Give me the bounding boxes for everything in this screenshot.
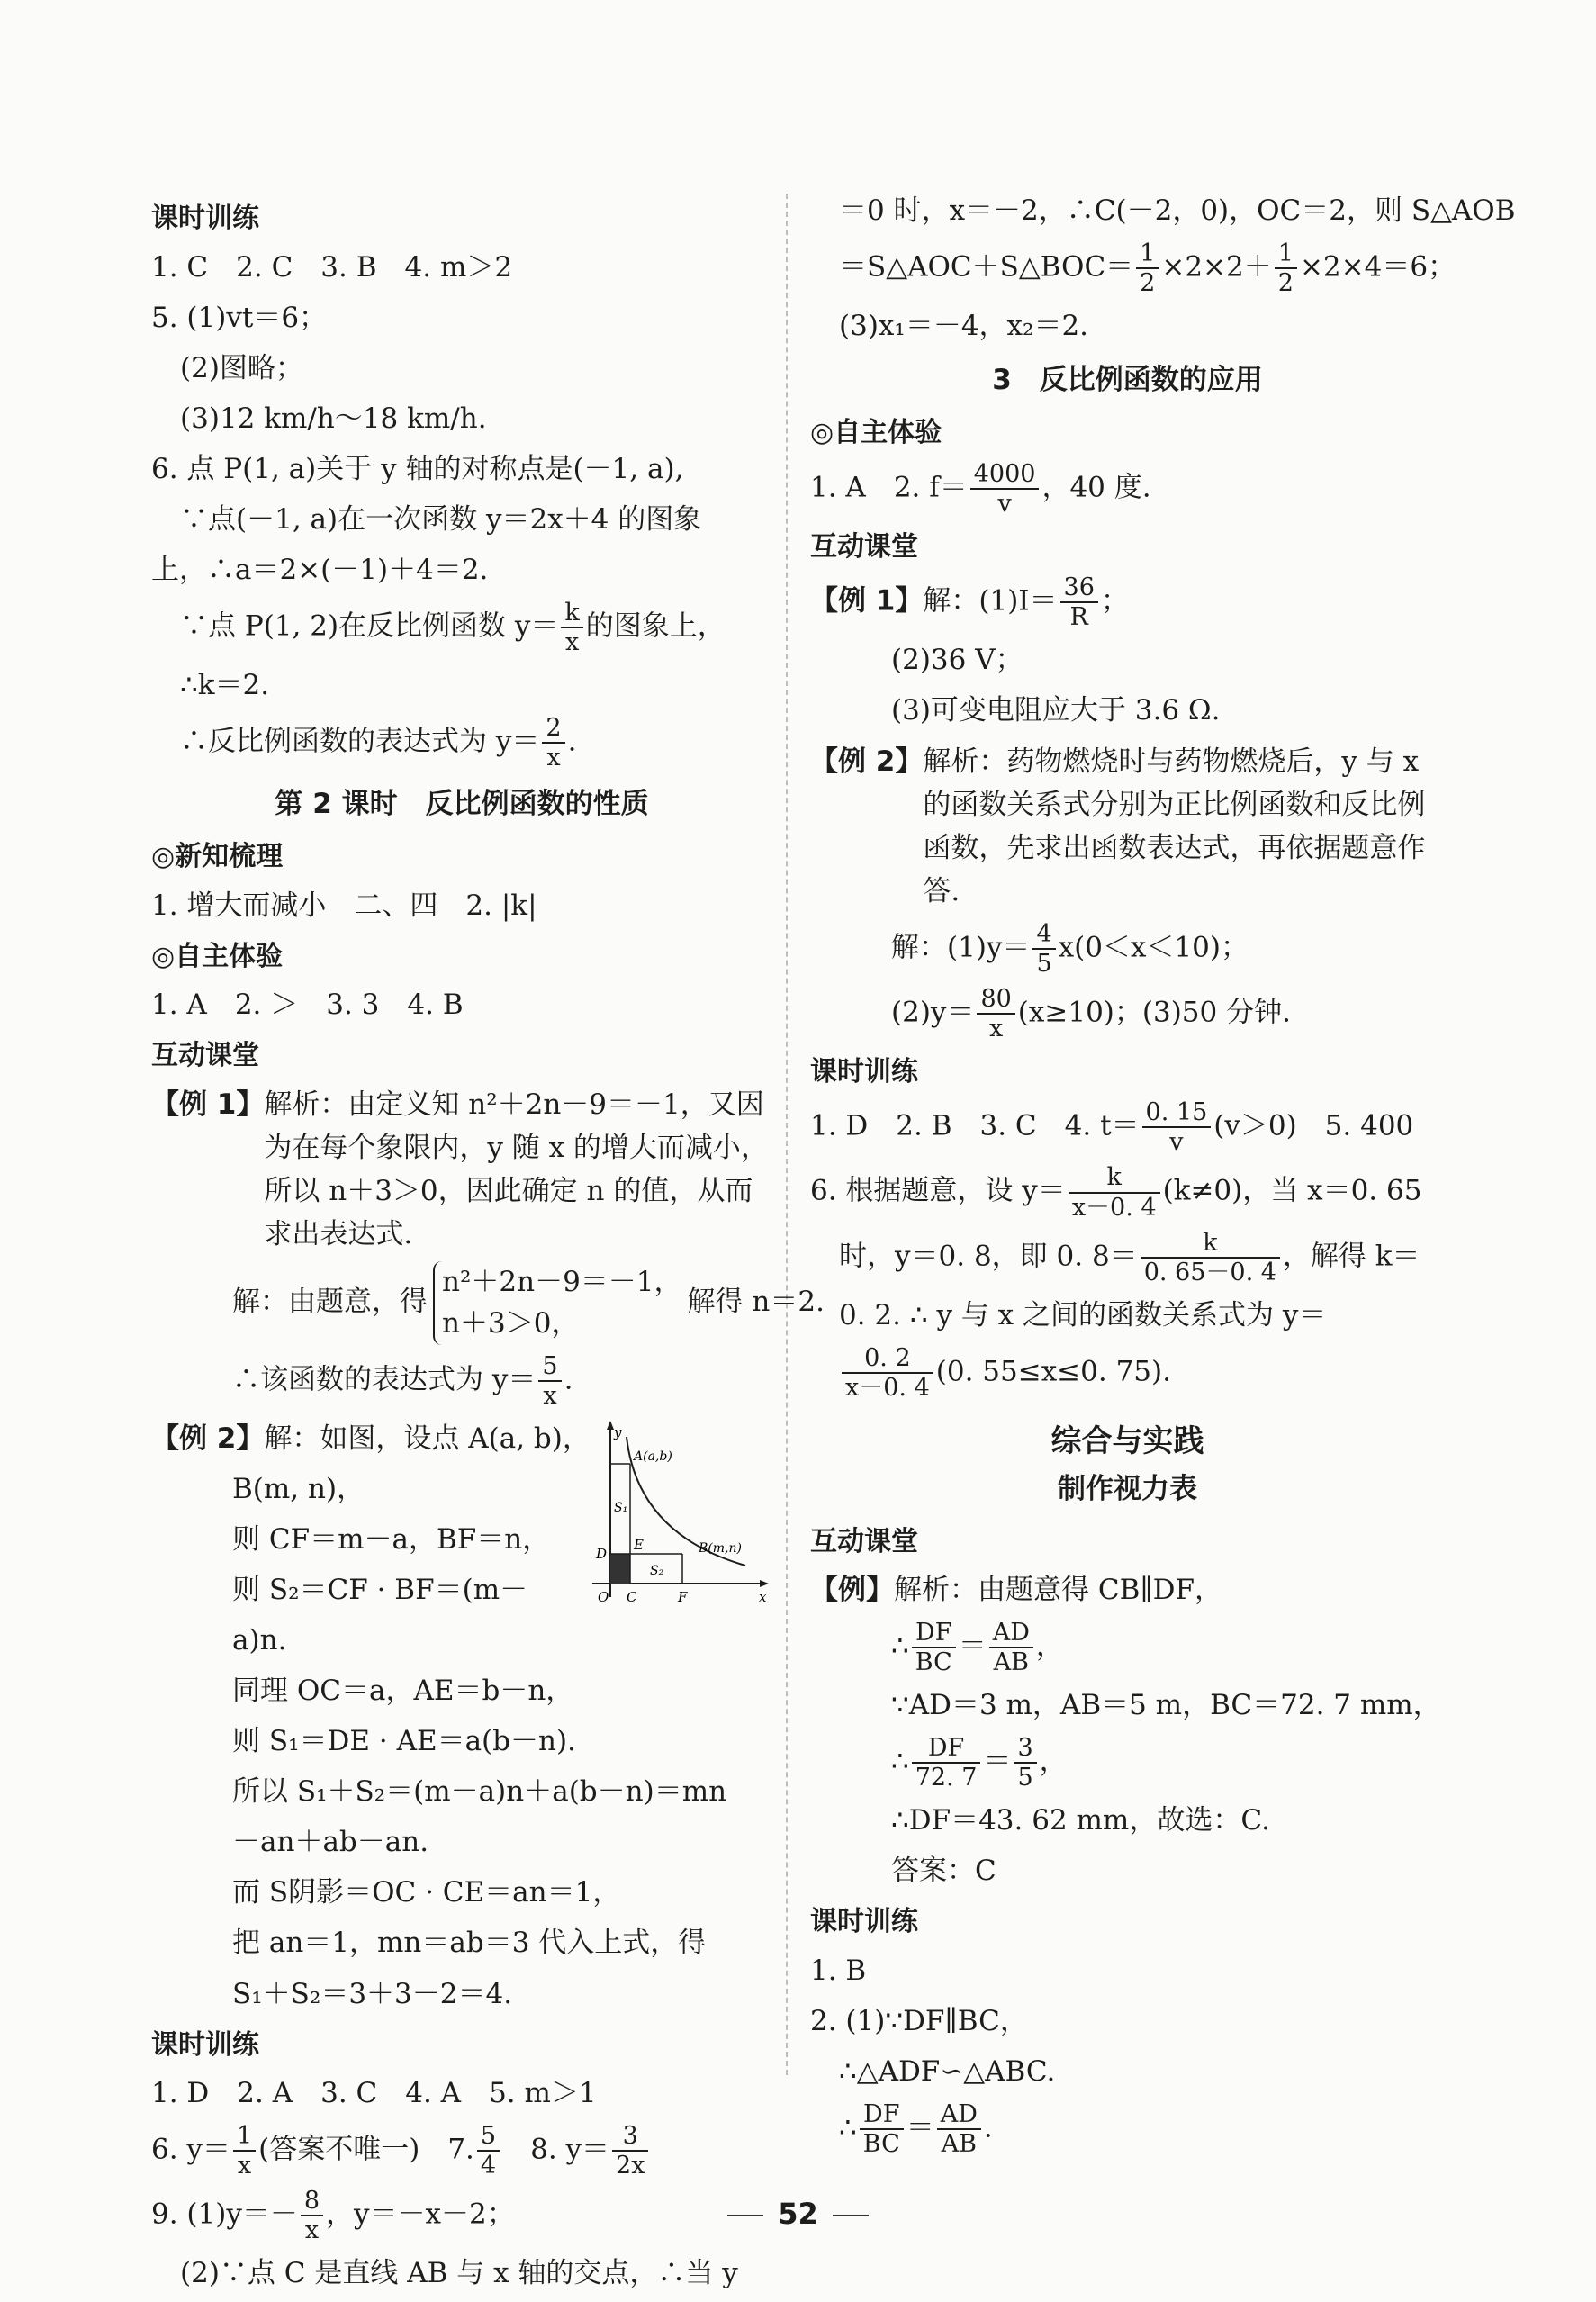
answer-line — [810, 239, 1456, 298]
example-label: 【例 1】 — [151, 1088, 265, 1121]
x-axis-arrow — [760, 1580, 769, 1587]
answer-line — [810, 1344, 1445, 1402]
text-fragment: 9. (1)y＝－ — [151, 2198, 298, 2231]
section-title-interactive: 互动课堂 — [151, 1040, 259, 1072]
answer-line: ∵点(－1, a)在一次函数 y＝2x＋4 的图象 — [180, 502, 702, 536]
text-fragment: . — [567, 725, 577, 758]
solution-line — [810, 985, 1445, 1043]
solution-line — [810, 1619, 1445, 1676]
text-fragment: ∴该函数的表达式为 y＝ — [232, 1363, 537, 1396]
solution-line: 而 S阴影＝OC · CE＝an＝1， — [232, 1876, 621, 1909]
answer-line: 1. 增大而减小 二、四 2. |k| — [151, 889, 537, 922]
text-fragment: . — [983, 2111, 993, 2144]
fraction — [1032, 920, 1055, 978]
lesson-title: 3 反比例函数的应用 — [992, 364, 1263, 397]
answer-line: (3)x₁＝－4，x₂＝2. — [839, 310, 1089, 343]
numerator: 4000 — [970, 460, 1040, 490]
label-e: E — [634, 1536, 644, 1553]
page-number-text: 52 — [778, 2197, 818, 2231]
solution-line: (2)36 V； — [891, 644, 1023, 677]
answer-line: 1. D 2. A 3. C 4. A 5. m＞1 — [151, 2077, 597, 2110]
numerator: 1 — [1136, 239, 1159, 269]
solution-line: ∵AD＝3 m，AB＝5 m，BC＝72. 7 mm， — [891, 1689, 1441, 1722]
answer-line — [810, 1229, 1445, 1286]
label-a: A(a,b) — [634, 1449, 672, 1464]
fraction — [937, 2100, 981, 2158]
answer-line: 5. (1)vt＝6； — [151, 301, 328, 334]
denominator: BC — [862, 2130, 900, 2159]
numerator: AD — [937, 2100, 981, 2130]
answer-line — [151, 2122, 772, 2180]
answer-line: (3)12 km/h～18 km/h. — [180, 402, 487, 435]
solution-line — [810, 920, 1445, 978]
numerator: 0. 2 — [842, 1344, 933, 1374]
answer-line: (2)∵点 C 是直线 AB 与 x 轴的交点，∴当 y — [180, 2257, 738, 2290]
example-text: 解析：由定义知 n²＋2n－9＝－1，又因为在每个象限内，y 随 x 的增大而减小，所以 n＋3＞0，因此确定 n 的值，从而求出表达式. — [264, 1088, 769, 1250]
fraction — [538, 1352, 561, 1410]
text-fragment: ∴ — [839, 2111, 857, 2144]
numerator: 4 — [1032, 920, 1055, 950]
solution-line: a)n. — [232, 1624, 287, 1657]
numerator: AD — [989, 1619, 1033, 1648]
denominator: x－0. 4 — [1071, 1193, 1157, 1222]
numerator: 8 — [301, 2187, 323, 2216]
denominator: v — [997, 489, 1012, 518]
denominator: 2 — [1277, 269, 1294, 298]
fraction — [1142, 1098, 1212, 1156]
answer-line: (2)图略； — [180, 351, 303, 384]
section-title-self-experience: ◎自主体验 — [810, 417, 942, 449]
answer-line: 2. (1)∵DF∥BC， — [810, 2004, 1028, 2037]
practice-subtitle: 制作视力表 — [1058, 1472, 1197, 1505]
equation: n²＋2n－9＝－1， — [442, 1265, 682, 1298]
lesson-title: 第 2 课时 反比例函数的性质 — [275, 788, 649, 821]
label-b: B(m,n) — [699, 1540, 742, 1556]
text-fragment: ＝S△AOC＋S△BOC＝ — [839, 250, 1134, 284]
denominator: 72. 7 — [915, 1764, 978, 1792]
denominator: 2x — [616, 2152, 645, 2180]
denominator: R — [1069, 603, 1088, 632]
fraction — [970, 460, 1040, 518]
solution-line: 所以 S₁＋S₂＝(m－a)n＋a(b－n)＝mn — [232, 1775, 727, 1809]
practice-title: 综合与实践 — [1050, 1422, 1204, 1459]
answer-line — [151, 599, 772, 656]
solution-line — [810, 1734, 1445, 1792]
text-fragment: 解：(1)y＝ — [891, 931, 1031, 964]
numerator: 5 — [538, 1352, 561, 1382]
solution-line: 答案：C — [891, 1855, 996, 1888]
answer-line: 1. B — [810, 1954, 867, 1987]
page-number-dash-right — [833, 2215, 869, 2216]
section-title-interactive: 互动课堂 — [810, 1525, 918, 1557]
fraction — [233, 2122, 256, 2180]
numerator: k — [1141, 1229, 1280, 1259]
numerator: DF — [912, 1619, 956, 1648]
answer-line — [810, 1163, 1445, 1221]
fraction — [842, 1344, 933, 1402]
page-number-dash-left — [727, 2215, 763, 2216]
label-s2: S₂ — [650, 1563, 664, 1578]
numerator: k — [561, 599, 582, 628]
text-fragment: x(0＜x＜10)； — [1058, 931, 1249, 964]
text-fragment: ， — [1039, 1745, 1068, 1778]
denominator: x — [989, 1014, 1004, 1043]
answer-line — [810, 2100, 1445, 2158]
section-title-interactive: 互动课堂 — [810, 530, 918, 563]
denominator: AB — [941, 2130, 977, 2159]
solution-line: ∴DF＝43. 62 mm，故选：C. — [891, 1804, 1270, 1837]
text-fragment: 解：(1)I＝ — [923, 584, 1058, 618]
denominator: x — [543, 1381, 557, 1410]
page-number — [0, 2192, 1596, 2237]
label-y: y — [614, 1423, 622, 1440]
numerator: DF — [912, 1734, 981, 1764]
solution-line — [151, 1261, 825, 1345]
fraction — [860, 2100, 904, 2158]
answer-line: 1. C 2. C 3. B 4. m＞2 — [151, 250, 513, 284]
fraction — [1069, 1163, 1160, 1221]
fraction — [612, 2122, 648, 2180]
text-fragment: 时，y＝0. 8，即 0. 8＝ — [839, 1240, 1138, 1273]
hyperbola-figure — [574, 1417, 772, 1615]
text-fragment: (v＞0) 5. 400 — [1213, 1109, 1414, 1142]
text-fragment: 6. y＝ — [151, 2133, 230, 2166]
text-fragment: ∴ — [891, 1745, 909, 1778]
text-fragment: ， — [1035, 1629, 1064, 1663]
example-2-right — [810, 740, 1445, 913]
solution-line: 则 CF＝m－a，BF＝n， — [232, 1523, 551, 1557]
y-axis-arrow — [607, 1421, 614, 1430]
fraction — [1060, 573, 1098, 631]
solution-line: S₁＋S₂＝3＋3－2＝4. — [232, 1977, 513, 2010]
fraction — [561, 599, 582, 656]
example-label: 【例 1】 — [810, 584, 924, 618]
text-fragment: ，40 度. — [1041, 471, 1151, 504]
answer-line — [810, 1098, 1445, 1156]
text-fragment: 8. y＝ — [502, 2133, 610, 2166]
solution-line — [810, 573, 1445, 631]
solution-line: 同理 OC＝a，AE＝b－n， — [232, 1675, 574, 1708]
solution-line: 则 S₂＝CF · BF＝(m－ — [232, 1574, 528, 1607]
label-x: x — [759, 1588, 767, 1605]
label-d: D — [596, 1545, 608, 1562]
numerator: 1 — [1275, 239, 1297, 269]
section-title-practice: 课时训练 — [810, 1055, 918, 1088]
fraction — [1141, 1229, 1280, 1286]
example-1 — [151, 1083, 772, 1256]
numerator: 0. 15 — [1142, 1098, 1212, 1128]
numerator: DF — [860, 2100, 904, 2130]
example-2 — [151, 1417, 772, 2016]
solution-line: B(m, n)， — [232, 1473, 365, 1506]
numerator: 80 — [977, 985, 1014, 1015]
fraction — [989, 1619, 1033, 1676]
answer-line: ∴k＝2. — [180, 668, 270, 701]
text-fragment: ∵点 P(1, 2)在反比例函数 y＝ — [180, 609, 559, 643]
numerator: 2 — [542, 714, 564, 744]
text-fragment: 6. 根据题意，设 y＝ — [810, 1175, 1066, 1208]
text-fragment: ＝ — [958, 1629, 987, 1663]
section-title-new-knowledge: ◎新知梳理 — [151, 841, 284, 873]
equation: n＋3＞0， — [442, 1307, 580, 1341]
solution-line: 把 an＝1，mn＝ab＝3 代入上式，得 — [232, 1927, 707, 1960]
solution-line — [810, 1568, 1445, 1611]
fraction — [542, 714, 564, 772]
text-fragment: (2)y＝ — [891, 996, 975, 1029]
denominator: x－0. 4 — [845, 1373, 930, 1402]
text-fragment: ×2×2＋ — [1161, 250, 1272, 284]
answer-line: 1. A 2. ＞ 3. 3 4. B — [151, 989, 464, 1022]
text-fragment: ×2×4＝6； — [1299, 250, 1456, 284]
example-label: 【例】 — [810, 1574, 894, 1607]
denominator: x — [546, 744, 561, 772]
solution-line: (3)可变电阻应大于 3.6 Ω. — [891, 694, 1221, 727]
numerator: 3 — [612, 2122, 648, 2152]
fraction — [1136, 239, 1159, 297]
text-fragment: ∴反比例函数的表达式为 y＝ — [180, 725, 540, 758]
denominator: AB — [993, 1648, 1029, 1677]
fraction — [912, 1734, 981, 1792]
answer-line: 6. 点 P(1, a)关于 y 轴的对称点是(－1, a), — [151, 452, 684, 485]
text-fragment: ＝ — [983, 1745, 1012, 1778]
text-fragment: (x≥10)；(3)50 分钟. — [1017, 996, 1291, 1029]
answer-line — [151, 714, 772, 772]
numerator: 3 — [1014, 1734, 1036, 1764]
section-title-practice: 课时训练 — [151, 203, 259, 234]
numerator: 5 — [477, 2122, 500, 2152]
fraction — [477, 2122, 500, 2180]
section-title-practice: 课时训练 — [810, 1906, 918, 1938]
denominator: 5 — [1036, 949, 1052, 978]
denominator: v — [1169, 1128, 1184, 1157]
text-fragment: ； — [1100, 584, 1129, 618]
text-fragment: 1. A 2. f＝ — [810, 471, 968, 504]
text-fragment: 解析：由题意得 CB∥DF， — [894, 1574, 1223, 1607]
section-title-self-experience: ◎自主体验 — [151, 940, 284, 972]
section-title-practice: 课时训练 — [151, 2028, 259, 2061]
text-fragment: . — [564, 1363, 573, 1396]
denominator: 2 — [1140, 269, 1156, 298]
label-s1: S₁ — [614, 1500, 628, 1515]
column-divider — [786, 194, 788, 2075]
shaded-rect — [610, 1554, 630, 1584]
text-fragment: 解得 n＝2. — [687, 1285, 825, 1318]
denominator: x — [304, 2216, 320, 2245]
label-f: F — [678, 1588, 688, 1605]
numerator: 1 — [233, 2122, 256, 2152]
fraction — [977, 985, 1014, 1043]
text-fragment: (k≠0)，当 x＝0. 65 — [1162, 1175, 1422, 1208]
denominator: 0. 65－0. 4 — [1143, 1258, 1276, 1286]
solution-line — [151, 1352, 772, 1410]
text-fragment: ，解得 k＝ — [1282, 1240, 1420, 1273]
numerator: k — [1069, 1163, 1160, 1193]
fraction — [912, 1619, 956, 1676]
text-fragment: ＝ — [906, 2111, 934, 2144]
answer-line: ＝0 时，x＝－2，∴C(－2，0)，OC＝2，则 S△AOB — [839, 194, 1516, 227]
text-fragment: 解：如图，设点 A(a, b)， — [264, 1422, 591, 1455]
denominator: x — [564, 627, 580, 656]
label-o: O — [598, 1588, 609, 1605]
denominator: 5 — [1017, 1764, 1033, 1792]
example-label: 【例 2】 — [810, 745, 924, 778]
solution-line: －an＋ab－an. — [232, 1826, 429, 1859]
label-c: C — [627, 1588, 637, 1605]
answer-line — [810, 460, 1445, 518]
answer-line: 上，∴a＝2×(－1)＋4＝2. — [151, 553, 489, 586]
text-fragment: (答案不唯一) 7. — [258, 2133, 474, 2166]
denominator: x — [237, 2152, 252, 2180]
equation-system — [433, 1261, 682, 1345]
text-fragment: ∴ — [891, 1629, 909, 1663]
text-fragment: (0. 55≤x≤0. 75). — [935, 1355, 1171, 1388]
denominator: BC — [915, 1648, 952, 1677]
denominator: 4 — [480, 2152, 497, 2180]
example-label: 【例 2】 — [151, 1422, 265, 1455]
text-fragment: 解：由题意，得 — [232, 1285, 428, 1318]
example-text: 解析：药物燃烧时与药物燃烧后，y 与 x 的函数关系式分别为正比例函数和反比例函数，先求出函数表达式，再依据题意作答. — [923, 745, 1426, 907]
right-column — [810, 189, 1516, 2165]
text-fragment: 的图象上， — [585, 609, 726, 643]
fraction — [1014, 1734, 1036, 1792]
answer-line: ∴△ADF∽△ABC. — [839, 2055, 1056, 2089]
fraction — [1275, 239, 1297, 297]
answer-line: 0. 2. ∴ y 与 x 之间的函数关系式为 y＝ — [839, 1298, 1327, 1332]
numerator: 36 — [1060, 573, 1098, 603]
text-fragment: 1. D 2. B 3. C 4. t＝ — [810, 1109, 1140, 1142]
solution-line: 则 S₁＝DE · AE＝a(b－n). — [232, 1725, 576, 1758]
text-fragment: ，y＝－x－2； — [326, 2198, 515, 2231]
